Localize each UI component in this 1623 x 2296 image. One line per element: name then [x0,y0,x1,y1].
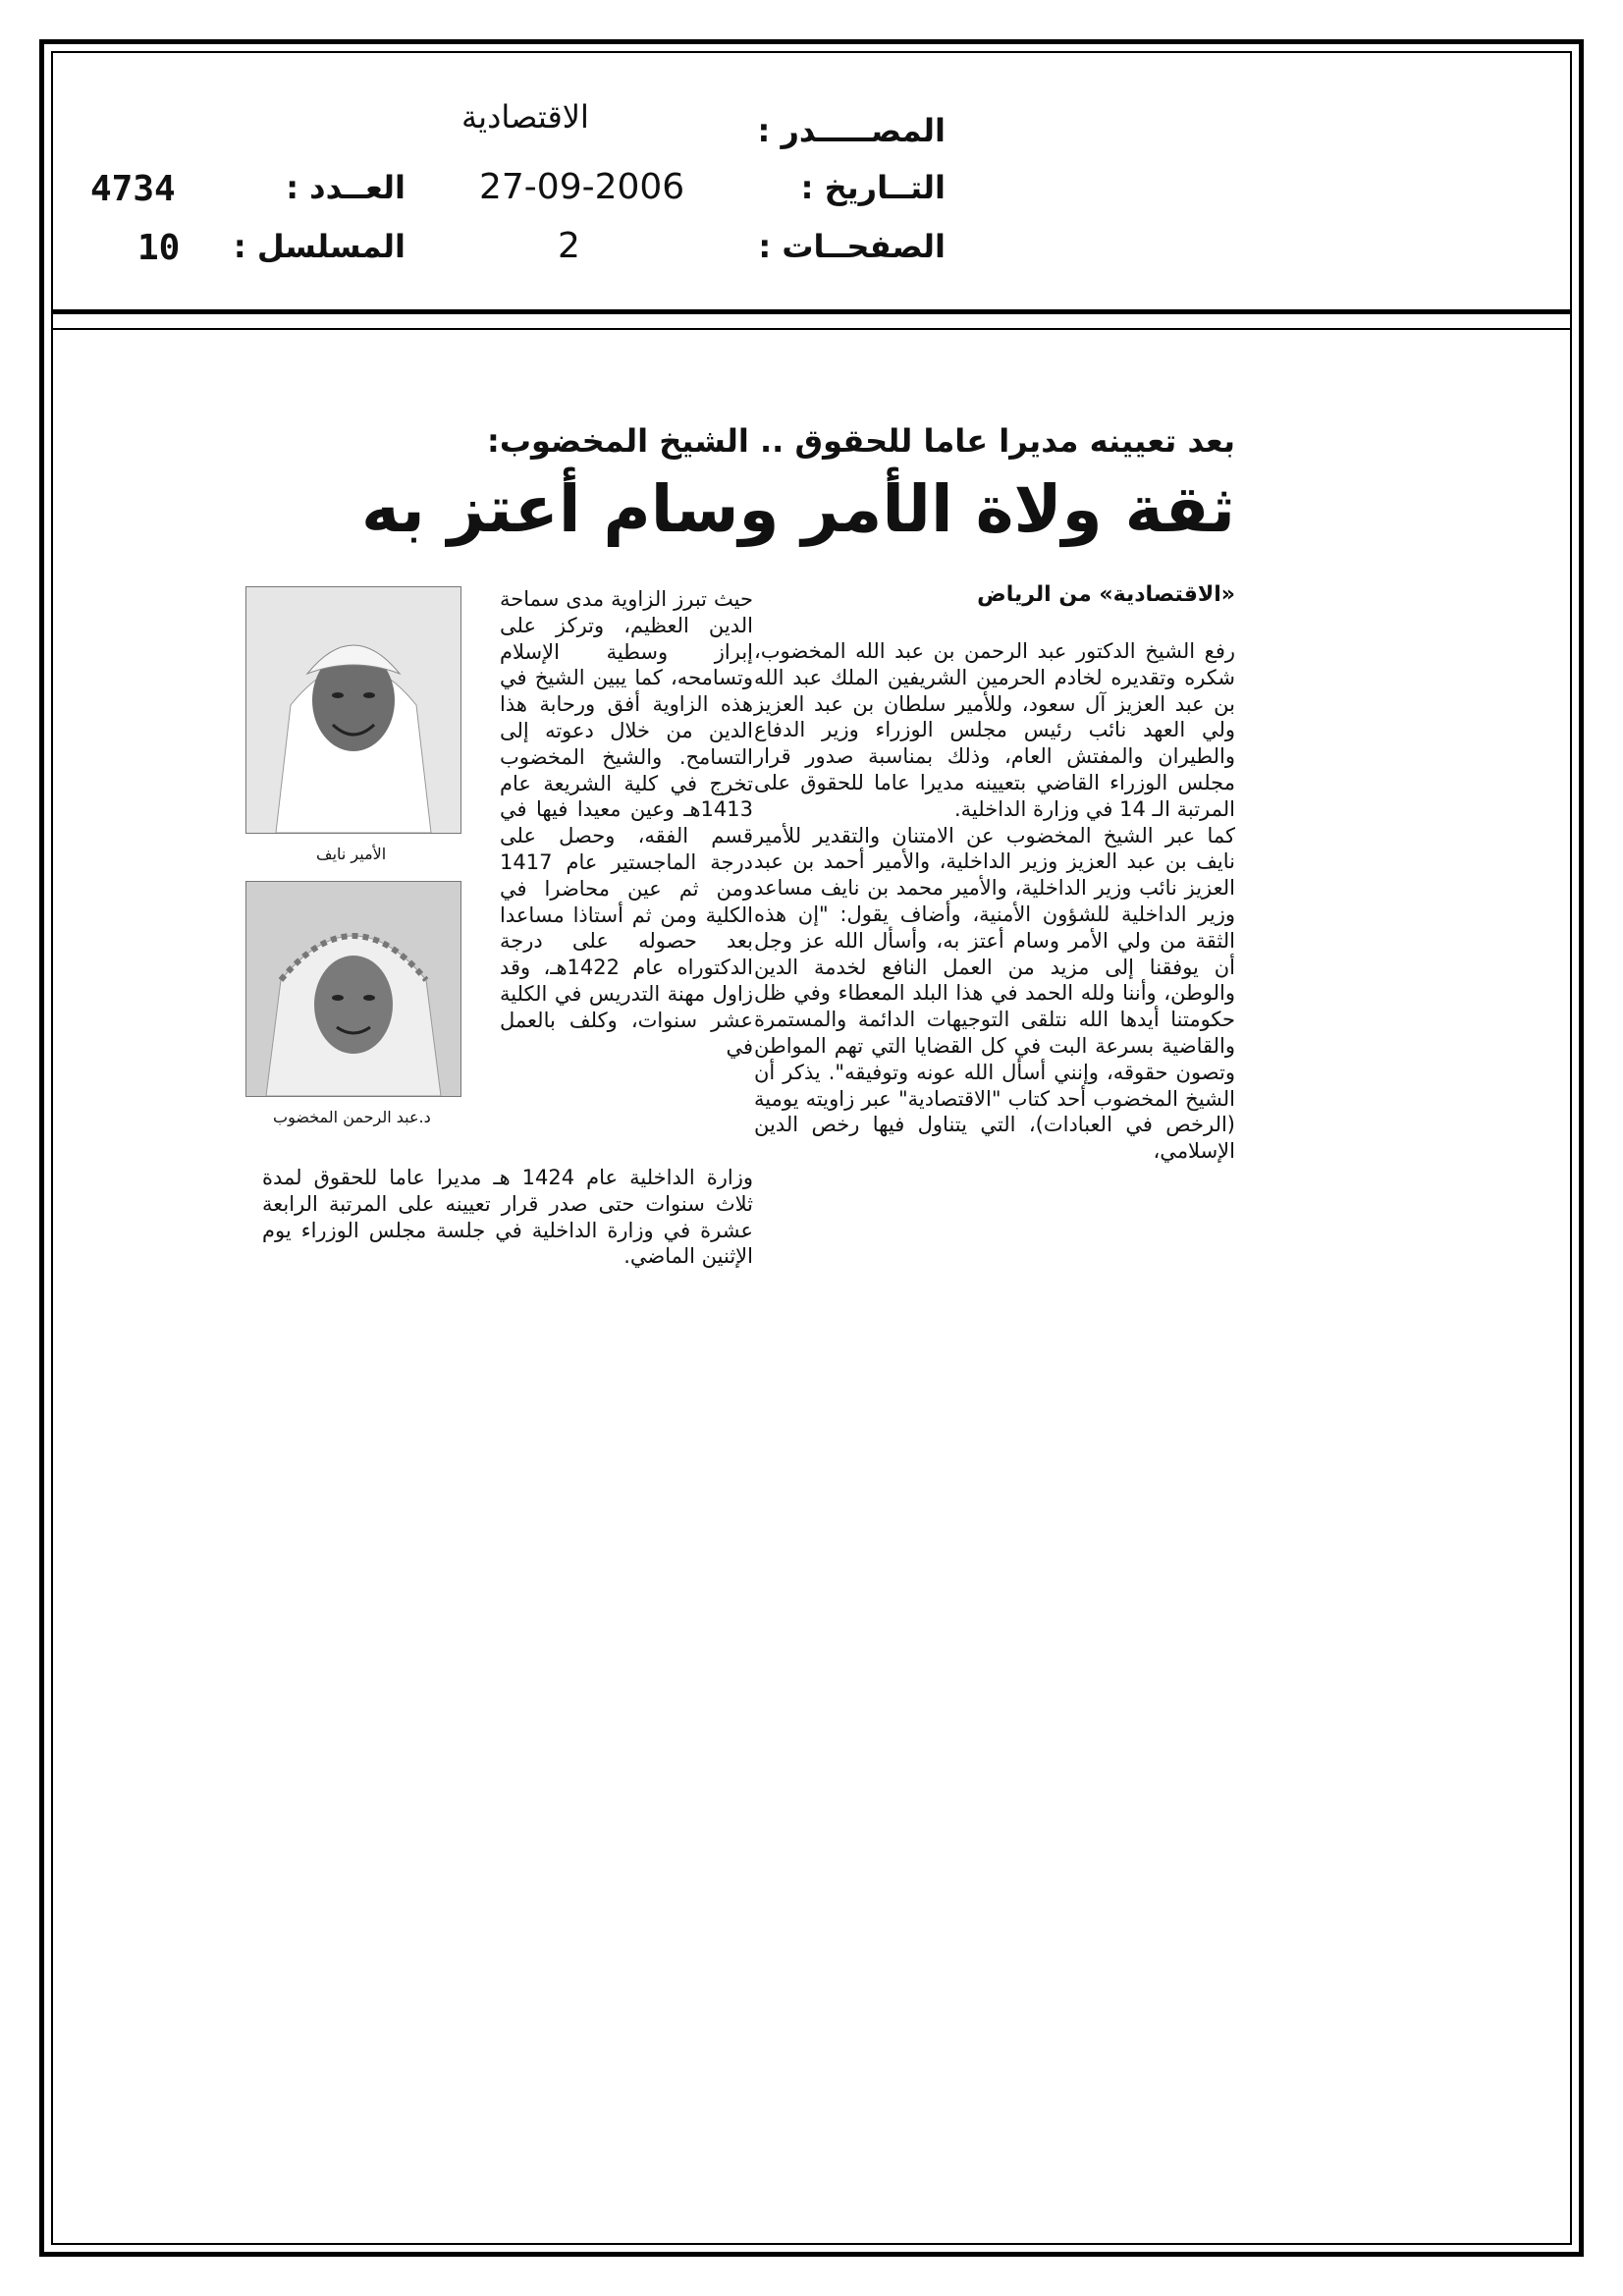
article-kicker: بعد تعيينه مديرا عاما للحقوق .. الشيخ المخضوب: [487,422,1235,460]
photo-prince-nayef [245,586,461,834]
photo-abdulrahman-almakhdoub [245,881,461,1097]
pages-value: 2 [558,226,580,266]
article-column-middle [500,586,753,1060]
paragraph: حيث تبرز الزاوية مدى سماحة الدين العظيم، وتركز على إبراز وسطية الإسلام وتسامحه، كما يبين الشيخ في هذه الزاوية أفق ورحابة هذا الدين من خلال دعوته إلى التسامح. والشيخ المخضوب تخرج في كلية الشريعة عام 1413هـ وعين معيدا فيها في قسم الفقه، وحصل على درجة الماجستير عام 1417 ومن ثم عين محاضرا في الكلية ومن ثم أستاذا مساعدا بعد حصوله على درجة الدكتوراه عام 1422هـ، وقد زاول مهنة التدريس في الكلية عشر سنوات، وكلف بالعمل في [500,587,754,1059]
paragraph: رفع الشيخ الدكتور عبد الرحمن بن عبد الله المخضوب، شكره وتقديره لخادم الحرمين الشريفين الملك عبد الله بن عبد العزيز آل سعود، وللأمير سلطان بن عبد العزيز ولي العهد نائب رئيس مجلس الوزراء وزير الدفاع والطيران والمفتش العام، وذلك بمناسبة صدور قرار مجلس الوزراء القاضي بتعيينه مديرا عاما للحقوق على المرتبة الـ 14 في وزارة الداخلية. [754,639,1235,821]
paragraph: وزارة الداخلية عام 1424 هـ مديرا عاما للحقوق لمدة ثلاث سنوات حتى صدر قرار تعيينه على المرتبة الرابعة عشرة في وزارة الداخلية في جلسة مجلس الوزراء يوم الإثنين الماضي. [262,1166,753,1269]
header-divider [51,309,1572,314]
source-label: المصـــــدر : [757,112,946,149]
article-column-right [754,638,1235,1165]
article-headline: ثقة ولاة الأمر وسام أعتز به [360,471,1235,547]
date-label: التــاريخ : [800,169,946,206]
photo-caption: الأمير نايف [316,845,387,863]
article-column-bottom [262,1165,753,1270]
header-divider-thin [51,328,1572,330]
issue-value: 4734 [90,169,176,209]
serial-value: 10 [137,228,181,268]
serial-label: المسلسل : [233,228,406,265]
pages-label: الصفحــات : [758,228,946,265]
photo-caption: د.عبد الرحمن المخضوب [273,1108,431,1126]
source-value: الاقتصادية [461,98,589,136]
issue-label: العــدد : [286,169,406,206]
date-value: 27-09-2006 [479,167,685,207]
article-byline: «الاقتصادية» من الرياض [977,582,1235,607]
paragraph: كما عبر الشيخ المخضوب عن الامتنان والتقدير للأمير نايف بن عبد العزيز وزير الداخلية، والأمير أحمد بن عبد العزيز نائب وزير الداخلية، والأمير محمد بن نايف مساعد وزير الداخلية للشؤون الأمنية، وأضاف يقول: "إن هذه الثقة من ولي الأمر وسام أعتز به، وأسأل الله عز وجل أن يوفقنا إلى مزيد من العمل النافع لخدمة الدين والوطن، وأننا ولله الحمد في هذا البلد المعطاء وفي ظل حكومتنا أيدها الله نتلقى التوجيهات الدائمة والمستمرة والقاضية بسرعة البت في كل القضايا التي تهم المواطن وتصون حقوقه، وإنني أسأل الله عونه وتوفيقه". يذكر أن الشيخ المخضوب أحد كتاب "الاقتصادية" عبر زاويته يومية (الرخص في العبادات)، التي يتناول فيها رخص الدين الإسلامي، [754,823,1235,1164]
